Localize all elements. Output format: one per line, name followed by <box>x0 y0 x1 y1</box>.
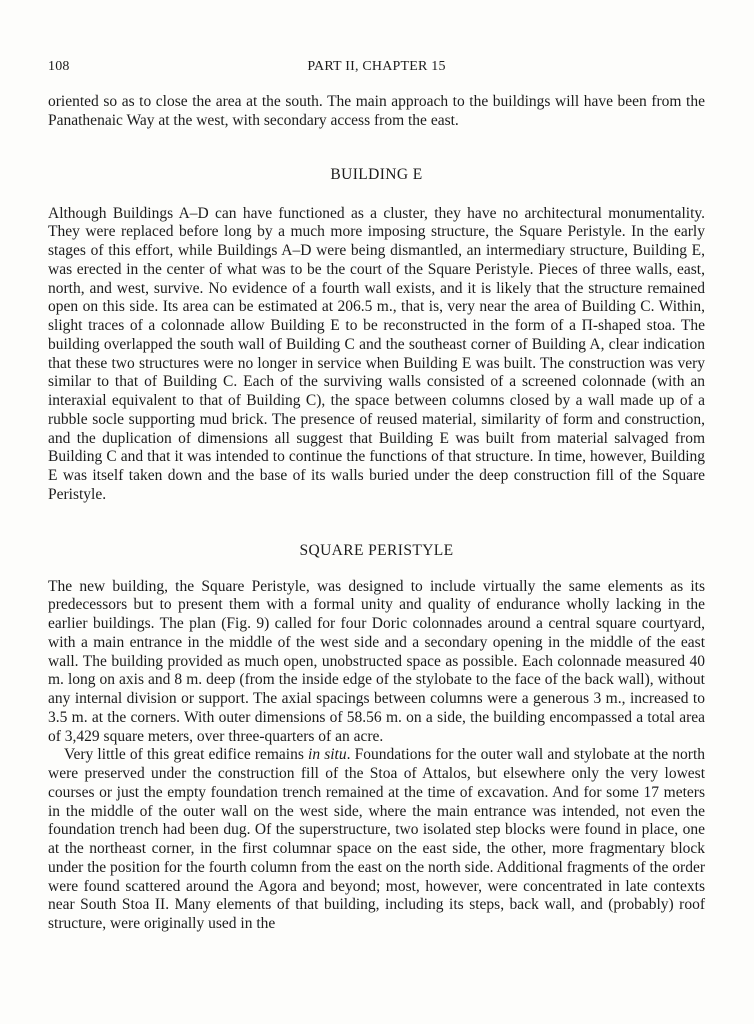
paragraph-text-after-italic: . Foundations for the outer wall and stylobate at the north were preserved under the construction fill of the Stoa of Attalos, but elsewhere only the very lowest courses or just the empty foundation trench remained at the time of excavation. And for some 17 meters in the middle of the outer wall on the west side, where the main entrance was intended, not even the foundation trench had been dug. Of the superstructure, two isolated step blocks were found in place, one at the northeast corner, in the first columnar space on the east side, the other, more fragmentary block under the position for the fourth column from the east on the north side. Additional fragments of the order were found scattered around the Agora and beyond; most, however, were concentrated in late contexts near South Stoa II. Many elements of that building, including its steps, back wall, and (probably) roof structure, were originally used in the <box>48 746 705 932</box>
running-head <box>48 58 705 76</box>
section-heading-building-e: BUILDING E <box>330 165 423 183</box>
building-e-paragraph: Although Buildings A–D can have functioned as a cluster, they have no architectural monumentality. They were replaced before long by a much more imposing structure, the Square Peristyle. In the early stages of this effort, while Buildings A–D were being dismantled, an intermediary structure, Building E, was erected in the center of what was to be the court of the Square Peristyle. Pieces of three walls, east, north, and west, survive. No evidence of a fourth wall exists, and it is likely that the structure remained open on this side. Its area can be estimated at 206.5 m., that is, very near the area of Building C. Within, slight traces of a colonnade allow Building E to be reconstructed in the form of a Π-shaped stoa. The building overlapped the south wall of Building C and the southeast corner of Building A, clear indication that these two structures were no longer in service when Building E was built. The construction was very similar to that of Building C. Each of the surviving walls consisted of a screened colonnade (with an interaxial equivalent to that of Building C), the space between columns closed by a wall made up of a rubble socle supporting mud brick. The presence of reused material, similarity of form and construction, and the duplication of dimensions all suggest that Building E was built from material salvaged from Building C and that it was intended to continue the functions of that structure. In time, however, Building E was itself taken down and the base of its walls buried under the deep construction fill of the Square Peristyle. <box>48 204 705 503</box>
page-number: 108 <box>48 59 70 74</box>
italic-term-in-situ: in situ <box>308 746 347 764</box>
square-peristyle-paragraph-1: The new building, the Square Peristyle, was designed to include virtually the same elements as its predecessors but to present them with a formal unity and quality of endurance wholly lacking in the earlier buildings. The plan (Fig. 9) called for four Doric colonnades around a central square courtyard, with a main entrance in the middle of the west side and a secondary opening in the middle of the east wall. The building provided as much open, unobstructed space as possible. Each colonnade measured 40 m. long on axis and 8 m. deep (from the inside edge of the stylobate to the face of the back wall), without any internal division or support. The axial spacings between columns were a generous 3 m., increased to 3.5 m. at the corners. With outer dimensions of 58.56 m. on a side, the building encompassed a total area of 3,429 square meters, over three-quarters of an acre. <box>48 577 705 745</box>
paragraph-text-before-italic: Very little of this great edifice remains <box>64 746 309 764</box>
section-heading-square-peristyle: SQUARE PERISTYLE <box>299 541 454 559</box>
intro-paragraph: oriented so as to close the area at the south. The main approach to the buildings will have been from the Panathenaic Way at the west, with secondary access from the east. <box>48 93 705 129</box>
running-title: PART II, CHAPTER 15 <box>307 59 446 74</box>
square-peristyle-paragraph-2 <box>48 746 705 934</box>
